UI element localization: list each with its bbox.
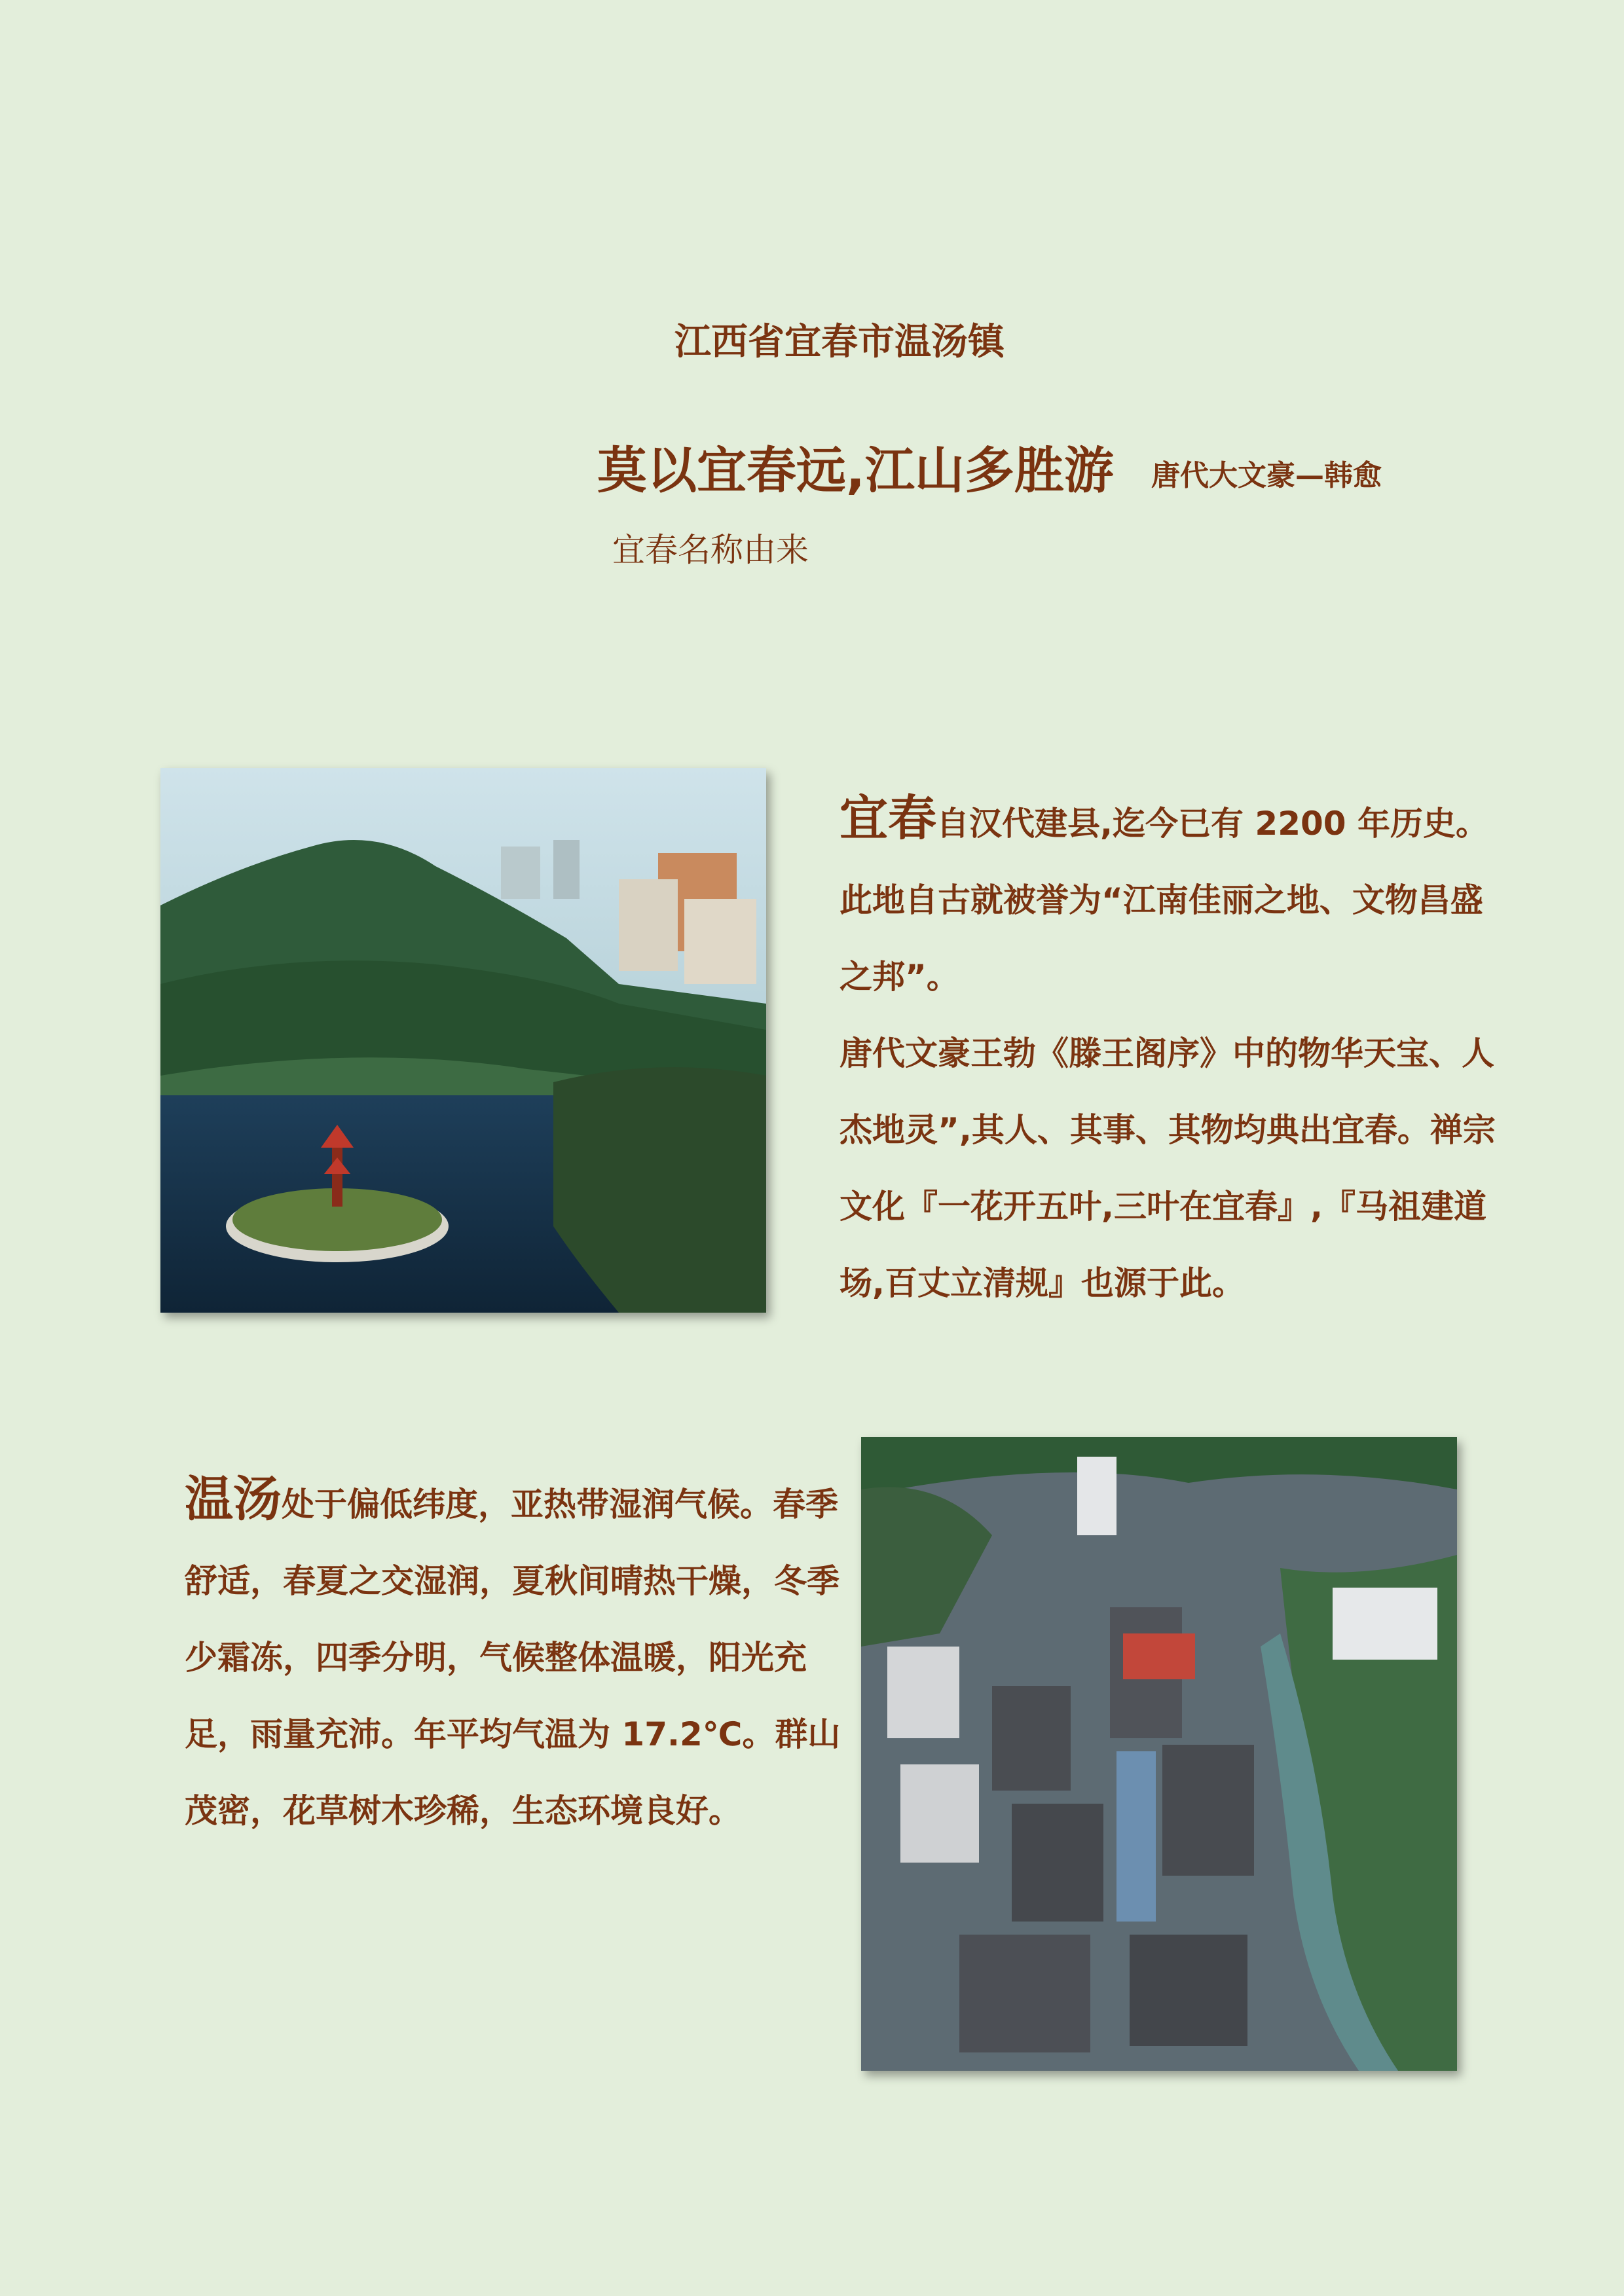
poem-attribution: 唐代大文豪—韩愈 (1151, 459, 1382, 492)
location-title: 江西省宜春市温汤镇 (674, 321, 1005, 363)
yichun-paragraph-2: 唐代文豪王勃《滕王阁序》中的物华天宝、人杰地灵”,其人、其事、其物均典出宜春。禅宗文化『一花开五叶,三叶在宜春』,『马祖建道场,百丈立清规』也源于此。 (840, 1034, 1496, 1302)
headline-poem: 莫以宜春远,江山多胜游 (597, 441, 1114, 500)
wentang-paragraph: 处于偏低纬度，亚热带湿润气候。春季舒适，春夏之交湿润，夏秋间晴热干燥，冬季少霜冻，四季分明，气候整体温暖，阳光充足，雨量充沛。年平均气温为 17.2℃。群山茂密，花草树木珍稀，生态环境良好。 (185, 1485, 841, 1830)
yichun-paragraph-1: 自汉代建县,迄今已有 2200 年历史。此地自古就被誉为“江南佳丽之地、文物昌盛之邦”。 (840, 805, 1488, 996)
town-aerial-photo (861, 1437, 1457, 2071)
wentang-description (185, 1461, 846, 1850)
wentang-lead: 温汤 (185, 1471, 282, 1527)
yichun-description (840, 780, 1507, 1322)
yichun-lead: 宜春 (840, 790, 936, 847)
lake-island-photo (160, 768, 766, 1313)
section-subtitle: 宜春名称由来 (612, 531, 809, 569)
